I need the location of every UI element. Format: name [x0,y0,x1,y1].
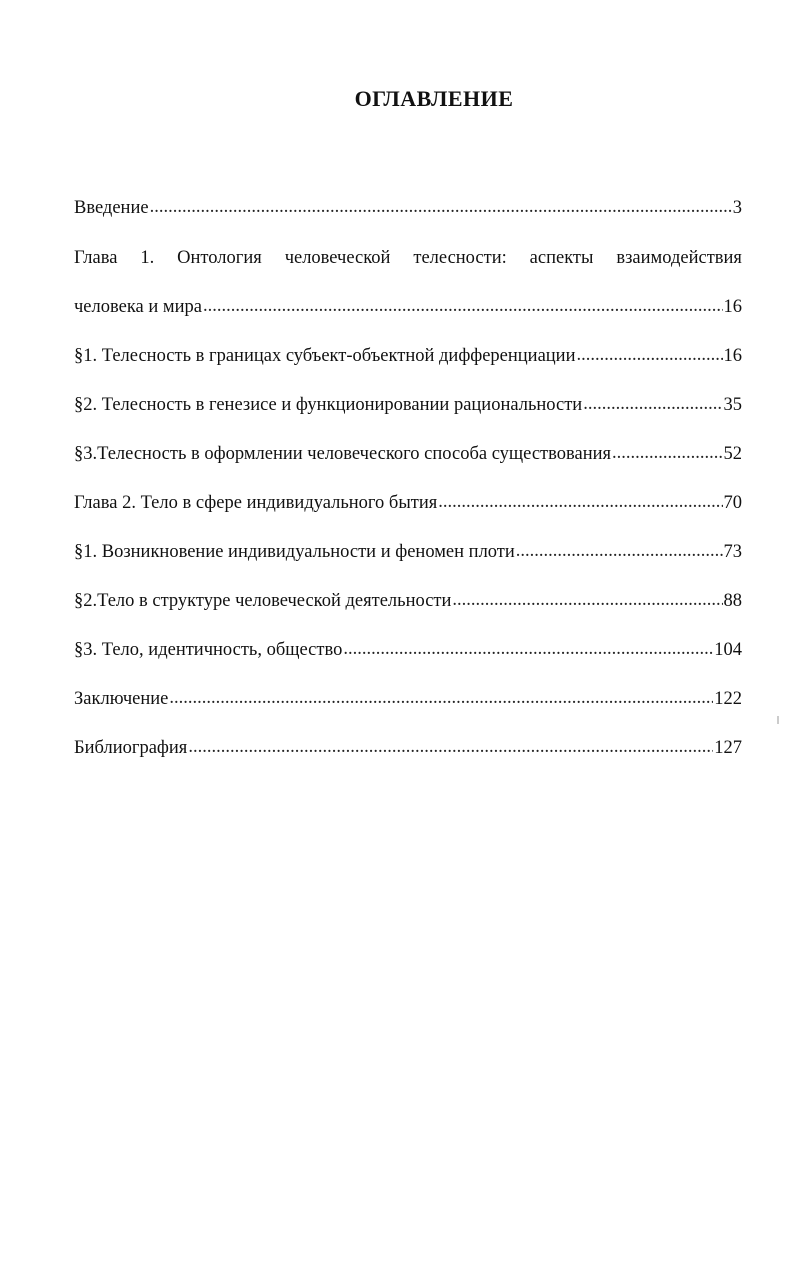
toc-entry-chapter1-line1[interactable] [74,248,742,276]
dot-leader [203,296,723,317]
scan-margin-mark [777,716,779,724]
toc-entry-label: Введение [74,198,149,218]
toc-entry-page: 104 [714,640,742,660]
toc-entry-page: 73 [723,542,742,562]
toc-entry-conclusion[interactable] [74,689,742,717]
toc-entry-bibliography[interactable] [74,738,742,766]
toc-entry-label: §3.Телесность в оформлении человеческого способа существования [74,444,612,464]
dot-leader [150,197,732,218]
dot-leader [612,443,722,464]
dot-leader [343,639,713,660]
dot-leader [438,492,722,513]
toc-word: Глава [74,248,118,268]
dot-leader [188,737,713,758]
toc-entry-label: человека и мира [74,297,202,317]
toc-entry-page: 88 [723,591,742,611]
toc-entry-label: Глава 2. Тело в сфере индивидуального бытия [74,493,438,513]
dot-leader [169,688,713,709]
toc-word: 1. [140,248,155,268]
toc-entry-label: §3. Тело, идентичность, общество [74,640,343,660]
toc-entry-page: 52 [723,444,742,464]
toc-entry-ch2-s1[interactable] [74,542,742,570]
toc-entry-ch1-s2[interactable] [74,395,742,423]
dot-leader [516,541,723,562]
dot-leader [576,345,722,366]
toc-entry-label: §1. Телесность в границах субъект-объектной дифференциации [74,346,576,366]
dot-leader [583,394,722,415]
toc-entry-label: §2. Телесность в генезисе и функционировании рациональности [74,395,583,415]
page-title: ОГЛАВЛЕНИЕ [354,86,514,111]
toc-entry-label: Библиография [74,738,188,758]
toc-word: аспекты [529,248,594,268]
toc-entry-label: §1. Возникновение индивидуальности и феномен плоти [74,542,515,562]
toc-entry-label: §2.Тело в структуре человеческой деятельности [74,591,452,611]
dot-leader [452,590,722,611]
toc-word: человеческой [284,248,391,268]
toc-entry-chapter2[interactable] [74,493,742,521]
toc-word: взаимодействия [616,248,742,268]
toc-entry-label: Заключение [74,689,169,709]
toc-entry-page: 70 [723,493,742,513]
toc-entry-ch1-s1[interactable] [74,346,742,374]
toc-entry-chapter1-line2[interactable] [74,297,742,325]
toc-entry-page: 16 [723,297,742,317]
toc-entry-ch2-s2[interactable] [74,591,742,619]
toc-entry-page: 122 [714,689,742,709]
toc-entry-ch1-s3[interactable] [74,444,742,472]
toc-entry-ch2-s3[interactable] [74,640,742,668]
toc-word: Онтология [177,248,262,268]
toc-entry-page: 35 [723,395,742,415]
toc-word: телесности: [413,248,507,268]
toc-entry-page: 127 [714,738,742,758]
toc-entry-intro[interactable] [74,198,742,226]
toc-entry-page: 16 [723,346,742,366]
toc-entry-page: 3 [732,198,742,218]
